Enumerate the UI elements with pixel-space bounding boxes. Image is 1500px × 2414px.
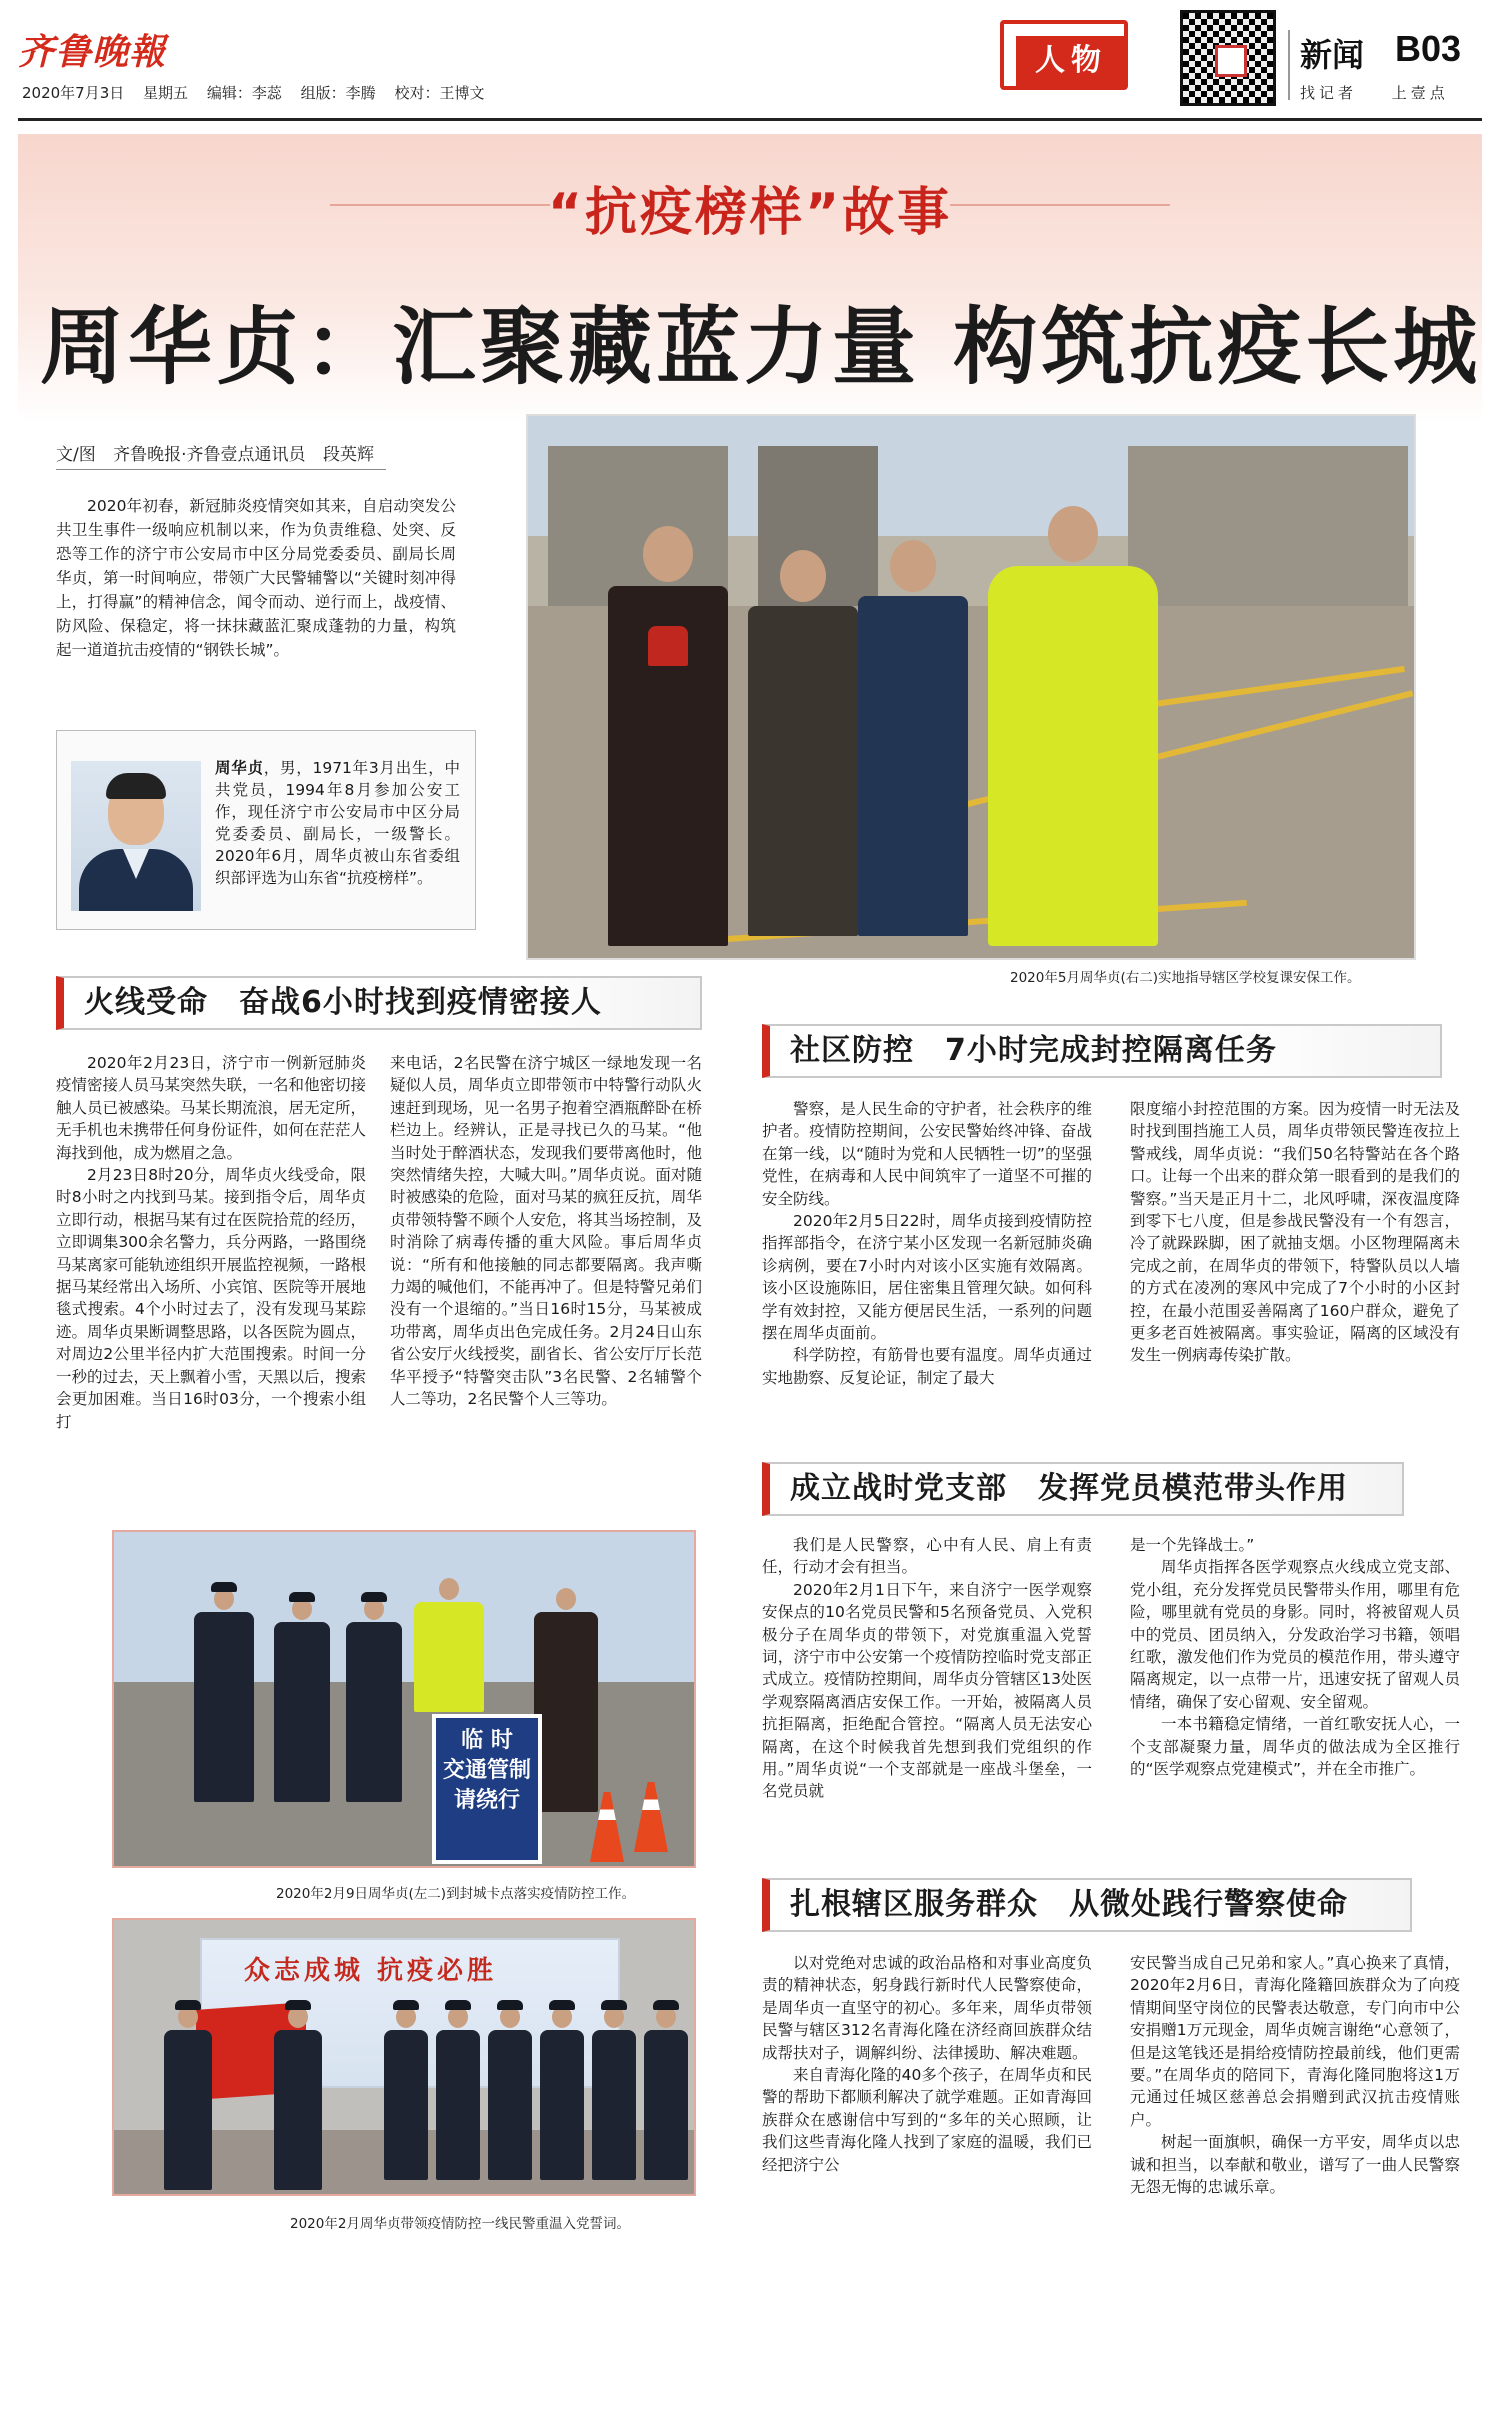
paragraph: 2020年2月5日22时，周华贞接到疫情防控指挥部指令，在济宁某小区发现一名新冠肺炎确诊病例，要在7小时内对该小区实施有效隔离。该小区设施陈旧，居住密集且管理欠缺。如何科学有效封控，又能方便居民生活，一系列的问题摆在周华贞面前。 [762,1212,1092,1343]
byline-label: 文/图 [56,445,96,465]
profile-bio: ，男，1971年3月出生，中共党员，1994年8月参加公安工作，现任济宁市公安局市中区分局党委委员、副局长，一级警长。2020年6月，周华贞被山东省委组织部评选为山东省“抗疫榜样”。 [215,759,460,887]
paragraph: 来电话，2名民警在济宁城区一绿地发现一名疑似人员，周华贞立即带领市中特警行动队火速赶到现场，见一名男子抱着空酒瓶醉卧在桥栏边上。经辨认，正是寻找已久的马某。“他当时处于醉酒状态，发现我们要带离他时，他突然情绪失控，大喊大叫。”周华贞说。面对随时被感染的危险，面对马某的疯狂反抗，周华贞带领特警不顾个人安危，将其当场控制，及时消除了病毒传播的重大风险。事后周华贞说：“所有和他接触的同志都要隔离。我声嘶力竭的喊他们，不能再冲了。但是特警兄弟们没有一个退缩的。”当日16时15分，马某被成功带离，周华贞出色完成任务。2月24日山东省公安厅火线授奖，副省长、省公安厅厅长范华平授予“特警突击队”3名民警、2名辅警个人二等功，2名民警个人三等功。 [390,1054,702,1409]
person-figure [858,596,968,936]
photo-caption: 2020年5月周华贞(右二)实地指导辖区学校复课安保工作。 [1010,970,1361,986]
article-column [1130,1952,1460,2198]
officer-figure [592,2030,636,2180]
paragraph: 警察，是人民生命的守护者，社会秩序的维护者。疫情防控期间，公安民警始终冲锋、奋战在第一线，以“随时为党和人民牺牲一切”的坚强党性，在病毒和人民中间筑牢了一道坚不可摧的安全防线。 [762,1100,1092,1208]
layout-credit: 组版：李腾 [300,84,376,102]
profile-box [56,730,476,930]
lead-paragraph: 2020年初春，新冠肺炎疫情突如其来，自启动突发公共卫生事件一级响应机制以来，作为负责维稳、处突、反恐等工作的济宁市公安局市中区分局党委委员、副局长周华贞，第一时间响应，带领广大民警辅警以“关键时刻冲得上，打得赢”的精神信念，闻令而动、逆行而上，战疫情、防风险、保稳定，将一抹抹藏蓝汇聚成蓬勃的力量，构筑起一道道抗击疫情的“钢铁长城”。 [56,497,456,659]
backdrop-title: 众志成城 抗疫必胜 [244,1956,498,1986]
proof-credit: 校对：王博文 [394,84,485,102]
officer-figure [346,1622,402,1802]
photo-caption: 2020年2月周华贞带领疫情防控一线民警重温入党誓词。 [290,2216,630,2232]
officer-figure [274,2030,322,2190]
paragraph: 科学防控，有筋骨也要有温度。周华贞通过实地勘察、反复论证，制定了最大 [762,1346,1092,1387]
byline [56,440,386,470]
section-heading: 成立战时党支部 发挥党员模范带头作用 [762,1462,1404,1516]
divider [1288,30,1290,100]
officer-figure [274,1622,330,1802]
person-figure [748,606,858,936]
paragraph: 以对党绝对忠诚的政治品格和对事业高度负责的精神状态，躬身践行新时代人民警察使命，是周华贞一直坚守的初心。多年来，周华贞带领民警与辖区312名青海化隆在济经商回族群众结成帮扶对子，调解纠纷、法律援助、解决难题。 [762,1954,1092,2062]
officer-figure [414,1602,484,1712]
photo-oath [112,1918,696,2196]
page-title: 周华贞：汇聚藏蓝力量 构筑抗疫长城 [40,298,1482,396]
issue-date: 2020年7月3日 [22,84,125,102]
paragraph: 树起一面旗帜，确保一方平安，周华贞以忠诚和担当，以奉献和敬业，谱写了一曲人民警察无怨无悔的忠诚乐章。 [1130,2133,1460,2197]
paragraph: 2月23日8时20分，周华贞火线受命，限时8小时之内找到马某。接到指令后，周华贞立即行动，根据马某有过在医院拾荒的经历，立即调集300余名警力，兵分两路，一路围绕马某离家可能轨迹组织开展监控视频，一路根据马某经常出入场所、小宾馆、医院等开展地毯式搜索。4个小时过去了，没有发现马某踪迹。周华贞果断调整思路，以各医院为圆点，对周边2公里半径内扩大范围搜索。时间一分一秒的过去，天上飘着小雪，天黑以后，搜索会更加困难。当日16时03分，一个搜索小组打 [56,1166,367,1431]
photo-checkpoint [112,1530,696,1868]
officer-figure [164,2030,212,2190]
paragraph: 是一个先锋战士。” [1130,1536,1255,1554]
portrait-photo [71,761,201,911]
article-column [762,1098,1092,1389]
officer-figure [384,2030,428,2180]
paragraph: 2020年2月1日下午，来自济宁一医学观察安保点的10名党员民警和5名预备党员、入党积极分子在周华贞的带领下，对党旗重温入党誓词，济宁市中公安第一个疫情防控临时党支部正式成立。疫情防控期间，周华贞分管辖区13处医学观察隔离酒店安保工作。一开始，被隔离人员抗拒隔离，拒绝配合管控。“隔离人员无法安心隔离，在这个时候我首先想到我们党组织的作用。”周华贞说“一个支部就是一座战斗堡垒，一名党员就 [762,1580,1092,1801]
qr-code-icon [1180,10,1276,106]
person-figure [988,566,1158,946]
article-column [762,1952,1092,2176]
paragraph: 周华贞指挥各医学观察点火线成立党支部、党小组，充分发挥党员民警带头作用，哪里有危险，哪里就有党员的身影。同时，将被留观人员中的党员、团员纳入，分发政治学习书籍，领唱红歌，激发他们作为党员的模范作用，带头遵守隔离规定，以一点带一片，迅速安抚了留观人员情绪，确保了安心留观、安全留观。 [1130,1558,1460,1711]
paragraph: 来自青海化隆的40多个孩子，在周华贞和民警的帮助下都顺利解决了就学难题。正如青海回族群众在感谢信中写到的“多年的关心照顾，让我们这些青海化隆人找到了家庭的温暖，我们已经把济宁公 [762,2066,1092,2174]
paragraph: 一本书籍稳定情绪，一首红歌安抚人心，一个支部凝聚力量，周华贞的做法成为全区推行的“医学观察点党建模式”，并在全市推广。 [1130,1715,1460,1779]
article-column [56,1052,366,1433]
masthead-rule [18,118,1482,121]
profile-name: 周华贞 [215,759,264,777]
paragraph: 限度缩小封控范围的方案。因为疫情一时无法及时找到围挡施工人员，周华贞带领民警连夜拉上警戒线，周华贞说：“我们50名特警站在各个路口。让每一个出来的群众第一眼看到的是我们的警察。”当天是正月十二，北风呼啸，深夜温度降到零下七八度，但是参战民警没有一个有怨言，冷了就跺跺脚，困了就抽支烟。小区物理隔离未完成之前，在周华贞的带领下，特警队员以人墙的方式在凌冽的寒风中完成了7个小时的小区封控，在最小范围妥善隔离了160户群众，避免了更多老百姓被隔离。事实验证，隔离的区域没有发生一例病毒传染扩散。 [1130,1100,1460,1365]
masthead-sub-1: 找记者 [1300,84,1358,102]
traffic-control-sign [432,1714,542,1864]
masthead [0,0,1500,120]
officer-figure [194,1612,254,1802]
sign-line: 临 时 [461,1728,513,1753]
officer-figure [644,2030,688,2180]
masthead-sub-2: 上壹点 [1391,84,1449,102]
photo-school-inspection [526,414,1416,960]
officer-figure [436,2030,480,2180]
article-column [1130,1534,1460,1780]
kicker: “抗疫榜样”故事 [547,183,953,243]
byline-source: 齐鲁晚报·齐鲁壹点通讯员 [113,445,306,465]
issue-weekday: 星期五 [143,84,189,102]
editor-credit: 编辑：李蕊 [206,84,282,102]
photo-caption: 2020年2月9日周华贞(左二)到封城卡点落实疫情防控工作。 [276,1886,636,1902]
section-heading: 火线受命 奋战6小时找到疫情密接人 [56,976,702,1030]
dateline [22,82,498,103]
officer-figure [488,2030,532,2180]
column-tag: 人物 [1016,36,1126,86]
armband [648,626,688,666]
article-column [1130,1098,1460,1367]
paragraph: 2020年2月23日，济宁市一例新冠肺炎疫情密接人员马某突然失联，一名和他密切接触人员已被感染。马某长期流浪，居无定所，无手机也未携带任何身份证件，如何在茫茫人海找到他，成为燃眉之急。 [56,1054,367,1162]
paragraph: 我们是人民警察，心中有人民、肩上有责任，行动才会有担当。 [762,1536,1092,1577]
section-heading: 扎根辖区服务群众 从微处践行警察使命 [762,1878,1412,1932]
officer-figure [540,2030,584,2180]
page-number: B03 [1395,28,1462,69]
masthead-sub [1300,82,1475,103]
sign-line: 交通管制 [442,1758,531,1783]
sign-line: 请绕行 [453,1788,520,1813]
byline-author: 段英辉 [322,445,374,465]
officer-figure [534,1612,598,1812]
paragraph: 安民警当成自己兄弟和家人。”真心换来了真情，2020年2月6日，青海化隆籍回族群众为了向疫情期间坚守岗位的民警表达敬意，专门向市中公安捐赠1万元现金，周华贞婉言谢绝“心意领了，但是这笔钱还是捐给疫情防控最前线，他们更需要。”在周华贞的陪同下，青海化隆同胞将这1万元通过任城区慈善总会捐赠到武汉抗击疫情账户。 [1130,1954,1460,2129]
article-column [762,1534,1092,1803]
profile-text [215,757,460,889]
newspaper-logo: 齐鲁晚報 [18,31,167,73]
article-column [390,1052,702,1411]
section-heading: 社区防控 7小时完成封控隔离任务 [762,1024,1442,1078]
section-name: 新闻 [1300,36,1365,74]
